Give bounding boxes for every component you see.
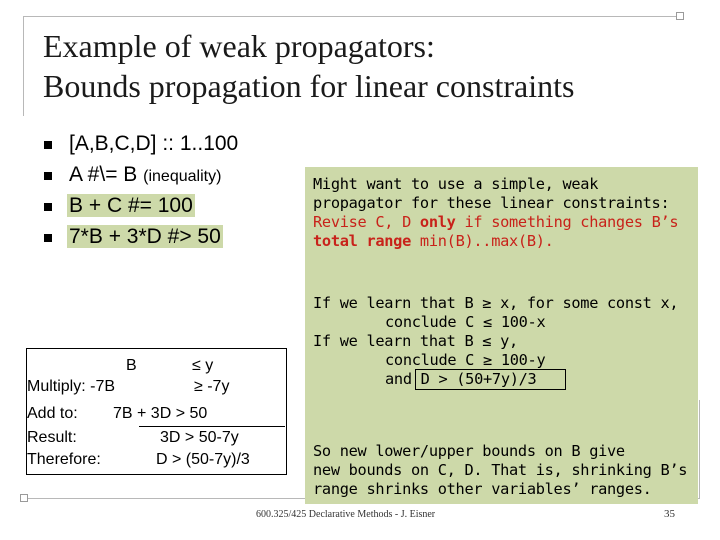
callout-learn-line-1: If we learn that B ≥ x, for some const x, — [313, 294, 679, 312]
callout-learn-line-2: If we learn that B ≤ y, — [313, 332, 518, 350]
derivation-row-5-right: D > (50-7y)/3 — [156, 451, 250, 468]
derivation-sum-rule — [139, 426, 285, 427]
derivation-row-3-right: 7B + 3D > 50 — [113, 405, 208, 422]
bullet-square-icon — [44, 234, 52, 242]
callout-revise-line — [313, 213, 678, 232]
callout-box — [305, 167, 698, 504]
derivation-row-2-left: Multiply: -7B — [27, 378, 116, 395]
frame-top-rule — [23, 16, 678, 17]
bullet-text: [A,B,C,D] :: 1..100 — [69, 132, 239, 155]
bullet-note: (inequality) — [143, 168, 222, 185]
derivation-box — [26, 348, 287, 475]
derivation-row-4-right: 3D > 50-7y — [160, 429, 239, 446]
callout-total-range-line — [313, 232, 554, 251]
revise-only-emphasis: only — [419, 213, 456, 231]
derivation-row-4-left: Result: — [27, 429, 77, 446]
slide-title-line-1: Example of weak propagators: — [43, 28, 435, 64]
footer-course: 600.325/425 Declarative Methods - J. Eisner — [256, 509, 436, 520]
bullet-text — [69, 223, 223, 251]
callout-intro-line-2: propagator for these linear constraints: — [313, 194, 670, 212]
callout-summary-line-2: new bounds on C, D. That is, shrinking B’s — [313, 461, 688, 479]
callout-conclude-line-1: conclude C ≤ 100-x — [385, 313, 546, 331]
bullet-text-highlighted: 7*B + 3*D #> 50 — [69, 225, 221, 248]
revise-text-a: Revise C, D — [313, 213, 420, 231]
callout-intro-line-1: Might want to use a simple, weak — [313, 175, 599, 193]
callout-conclude-line-2: conclude C ≥ 100-y — [385, 351, 546, 369]
page-number: 35 — [664, 508, 675, 520]
slide-title-line-2: Bounds propagation for linear constraints — [43, 68, 575, 104]
bullet-square-icon — [44, 203, 52, 211]
bullet-text — [69, 192, 195, 220]
slide-title — [43, 26, 683, 106]
derivation-row-5-left: Therefore: — [27, 451, 101, 468]
frame-left-rule — [23, 16, 24, 116]
derivation-row-2-right: ≥ -7y — [194, 378, 230, 395]
revise-text-b: if something changes B’s — [455, 213, 679, 231]
bullet-square-icon — [44, 172, 52, 180]
bullet-text — [69, 161, 221, 191]
corner-square-top-right — [676, 12, 684, 20]
bullet-text-main: A #\= B — [69, 163, 144, 186]
derivation-row-3-left: Add to: — [27, 405, 78, 422]
bullet-square-icon — [44, 141, 52, 149]
conclusion-highlight-box — [415, 369, 566, 390]
bullet-text-highlighted: B + C #= 100 — [69, 194, 193, 217]
total-range-emphasis: total range — [313, 232, 412, 250]
callout-summary-line-3: range shrinks other variables’ ranges. — [313, 480, 652, 498]
callout-summary-line-1: So new lower/upper bounds on B give — [313, 442, 625, 460]
callout-conclude-line-3: and D > (50+7y)/3 — [385, 370, 537, 388]
frame-right-rule — [699, 400, 700, 498]
total-range-rest: min(B)..max(B). — [411, 232, 554, 250]
derivation-row-1-right: ≤ y — [192, 357, 214, 374]
derivation-row-1-left: B — [126, 357, 137, 374]
corner-square-bottom-left — [20, 494, 28, 502]
